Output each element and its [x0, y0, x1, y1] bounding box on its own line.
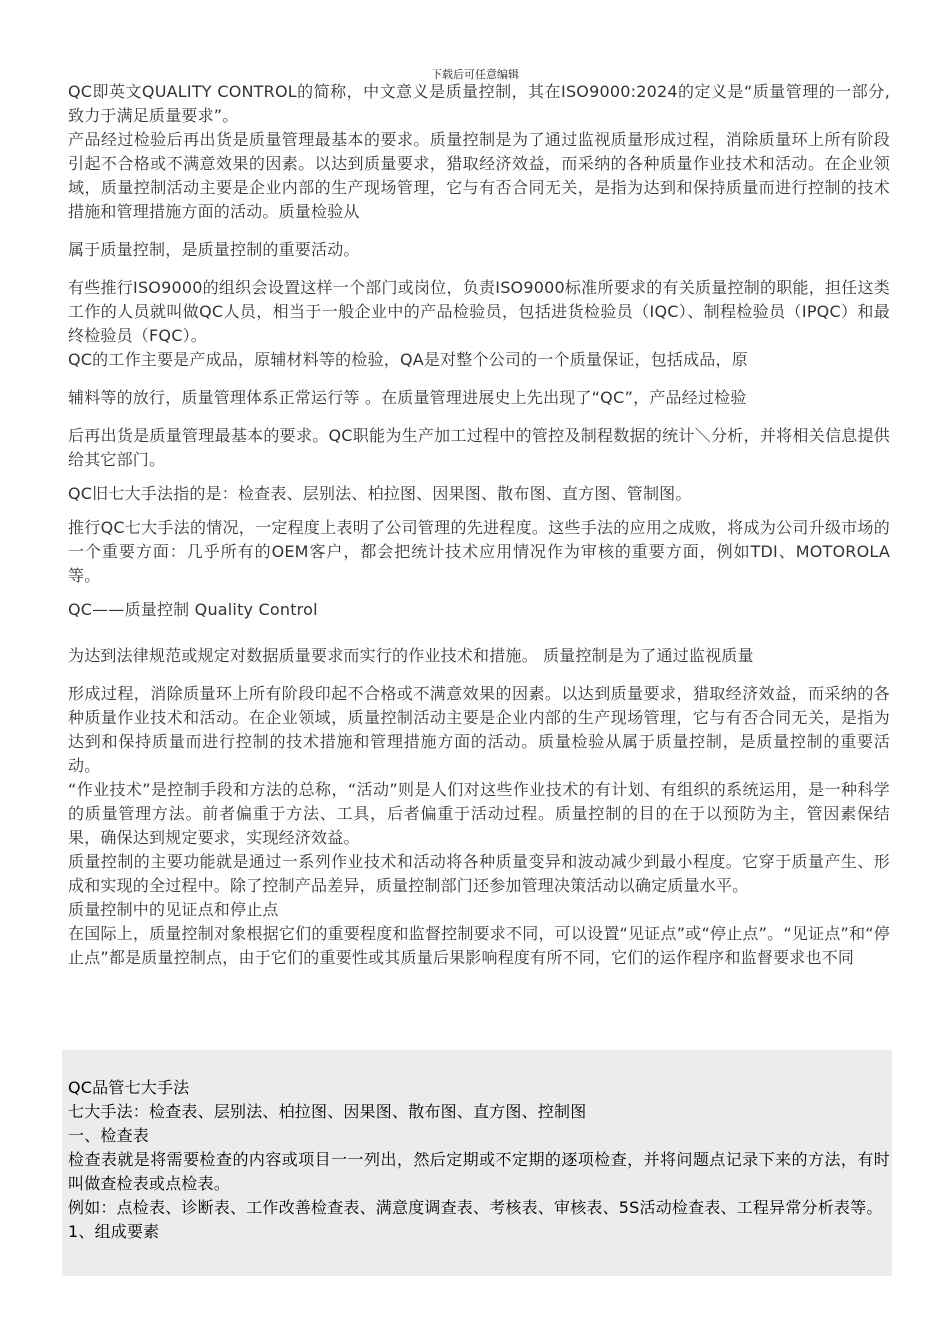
heading-checklist: 一、检查表: [68, 1126, 150, 1145]
paragraph-qc-definition: QC即英文QUALITY CONTROL的简称，中文意义是质量控制，其在ISO9000:2024的定义是“质量管理的一部分,致力于满足质量要求”。: [68, 82, 890, 125]
list-seven-tools: 七大手法：检查表、层别法、柏拉图、因果图、散布图、直方图、控制图: [68, 1102, 587, 1121]
paragraph-qc-work-line1: QC的工作主要是产成品，原辅材料等的检验，QA是对整个公司的一个质量保证，包括成品，原: [68, 350, 748, 369]
subheading-witness-hold-points: 质量控制中的见证点和停止点: [68, 900, 279, 919]
main-content: [68, 80, 890, 970]
paragraph-checklist-examples: 例如：点检表、诊断表、工作改善检查表、满意度调查表、考核表、审核表、5S活动检查表、工程异常分析表等。: [68, 1198, 883, 1217]
paragraph-witness-hold-points: 在国际上，质量控制对象根据它们的重要程度和监督控制要求不同，可以设置“见证点”或“停止点”。“见证点”和“停止点”都是质量控制点，由于它们的重要性或其质量后果影响程度有所不同，它们的运作程序和监督要求也不同: [68, 924, 890, 967]
paragraph-qc-staff: 有些推行ISO9000的组织会设置这样一个部门或岗位，负责ISO9000标准所要求的有关质量控制的职能，担任这类工作的人员就叫做QC人员，相当于一般企业中的产品检验员，包括进货检验员（IQC）、制程检验员（IPQC）和最终检验员（FQC）。: [68, 278, 890, 345]
paragraph-qc-inspection-cont: 属于质量控制，是质量控制的重要活动。: [68, 240, 360, 259]
highlight-content: [68, 1076, 890, 1244]
paragraph-checklist-definition: 检查表就是将需要检查的内容或项目一一列出，然后定期或不定期的逐项检查，并将问题点记录下来的方法，有时叫做查检表或点检表。: [68, 1150, 890, 1193]
header-note: 下载后可任意编辑: [431, 68, 519, 81]
section-title-quality-control: QC——质量控制 Quality Control: [68, 600, 318, 619]
paragraph-qc-work-line2: 辅料等的放行，质量管理体系正常运行等 。在质量管理进展史上先出现了“QC”，产品经过检验: [68, 388, 747, 407]
paragraph-operation-technique: “作业技术”是控制手段和方法的总称，“活动”则是人们对这些作业技术的有计划、有组织的系统运用，是一种科学的质量管理方法。前者偏重于方法、工具，后者偏重于活动过程。质量控制的目的在于以预防为主，管因素保结果，确保达到规定要求，实现经济效益。: [68, 780, 890, 847]
paragraph-qc-purpose-line1: 为达到法律规范或规定对数据质量要求而实行的作业技术和措施。 质量控制是为了通过监视质量: [68, 646, 754, 665]
paragraph-qc-seven-tools: QC旧七大手法指的是：检查表、层别法、柏拉图、因果图、散布图、直方图、管制图。: [68, 484, 692, 503]
paragraph-qc-work-line3: 后再出货是质量管理最基本的要求。QC职能为生产加工过程中的管控及制程数据的统计＼分析，并将相关信息提供给其它部门。: [68, 426, 890, 469]
heading-seven-tools: QC品管七大手法: [68, 1078, 190, 1097]
paragraph-qc-inspection: 产品经过检验后再出货是质量管理最基本的要求。质量控制是为了通过监视质量形成过程，消除质量环上所有阶段引起不合格或不满意效果的因素。以达到质量要求，猎取经济效益，而采纳的各种质量作业技术和活动。在企业领域，质量控制活动主要是企业内部的生产现场管理，它与有否合同无关，是指为达到和保持质量而进行控制的技术措施和管理措施方面的活动。质量检验从: [68, 130, 890, 221]
heading-components: 1、组成要素: [68, 1222, 160, 1241]
paragraph-qc-promotion: 推行QC七大手法的情况，一定程度上表明了公司管理的先进程度。这些手法的应用之成败，将成为公司升级市场的一个重要方面：几乎所有的OEM客户，都会把统计技术应用情况作为审核的重要方面，例如TDI、MOTOROLA等。: [68, 518, 890, 585]
paragraph-qc-purpose-cont: 形成过程，消除质量环上所有阶段印起不合格或不满意效果的因素。以达到质量要求，猎取经济效益，而采纳的各种质量作业技术和活动。在企业领域，质量控制活动主要是企业内部的生产现场管理，它与有否合同无关，是指为达到和保持质量而进行控制的技术措施和管理措施方面的活动。质量检验从属于质量控制，是质量控制的重要活动。: [68, 684, 890, 775]
paragraph-main-function: 质量控制的主要功能就是通过一系列作业技术和活动将各种质量变异和波动减少到最小程度。它穿于质量产生、形成和实现的全过程中。除了控制产品差异，质量控制部门还参加管理决策活动以确定质量水平。: [68, 852, 890, 895]
